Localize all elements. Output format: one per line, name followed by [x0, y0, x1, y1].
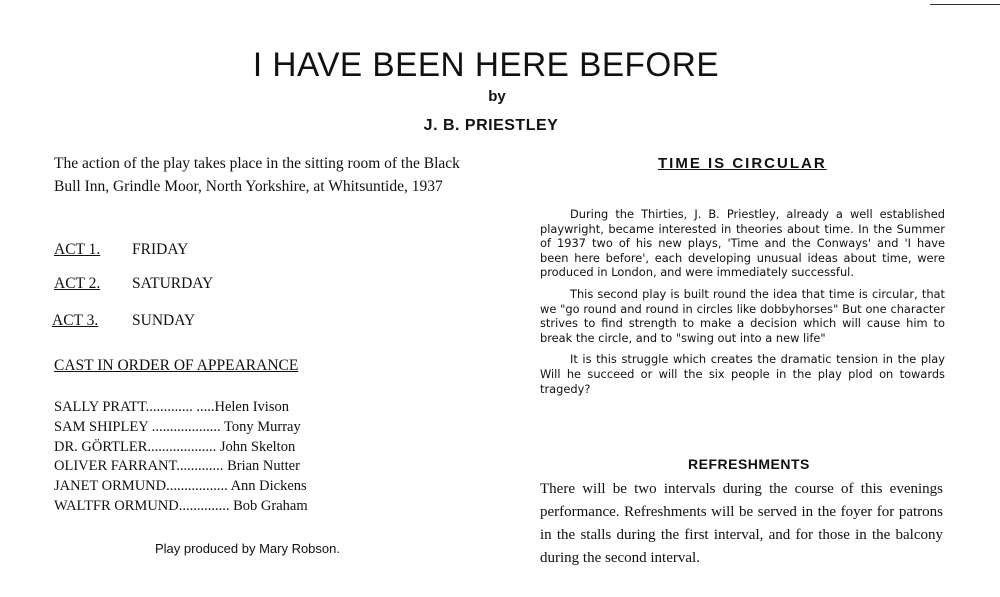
cast-actor: John Skelton [219, 438, 296, 455]
act-day: SATURDAY [132, 275, 214, 292]
act-label: ACT 3. [52, 312, 99, 329]
cast-actor: Brian Nutter [227, 458, 300, 475]
page-title: I HAVE BEEN HERE BEFORE [252, 46, 720, 84]
cast-actor: Bob Graham [233, 497, 308, 514]
cast-actor: Helen Ivison [214, 399, 289, 415]
act-label: ACT 1. [54, 241, 101, 258]
cast-row [54, 398, 374, 418]
cast-row [54, 438, 374, 458]
act-label: ACT 2. [54, 275, 101, 292]
act-day: FRIDAY [132, 241, 189, 258]
time-article [540, 207, 945, 403]
article-paragraph: During the Thirties, J. B. Priestley, already a well established playwright, became interested in theories about time. In the Summer of 1937 two of his new plays, 'Time and the Conways' and 'I have been here before', each developing unusual ideas about time, were produced in London, and were immediately successful. [540, 207, 945, 280]
article-paragraph: It is this struggle which creates the dramatic tension in the play Will he succeed or will the six people in the play plod on towards tragedy? [540, 352, 945, 396]
act-row [52, 312, 195, 330]
act-row [54, 275, 213, 293]
refreshments-text: There will be two intervals during the course of this evenings performance. Refreshments will be served in the foyer for patrons in the stalls during the first interval, and for those in the balcony during the second interval. [540, 481, 943, 566]
cast-role: OLIVER FARRANT............. [54, 458, 224, 475]
byline-by: by [488, 88, 506, 105]
cast-row [54, 418, 374, 438]
cast-row [54, 457, 374, 477]
time-section-heading: TIME IS CIRCULAR [658, 155, 827, 172]
cast-role: SALLY PRATT............. ..... [54, 399, 215, 415]
author-name: J. B. PRIESTLEY [423, 117, 559, 134]
cast-actor: Ann Dickens [230, 478, 307, 495]
act-row [54, 241, 188, 259]
top-rule [930, 4, 1000, 5]
cast-role: WALTFR ORMUND.............. [54, 497, 230, 514]
cast-actor: Tony Murray [224, 418, 301, 435]
cast-list [54, 398, 374, 517]
cast-role: SAM SHIPLEY ................... [54, 418, 221, 435]
article-paragraph: This second play is built round the idea that time is circular, that we "go round and round in circles like dobbyhorses" But one character strives to find strength to make a decision which will cause him to break the circle, and to "swing out into a new life" [540, 286, 945, 345]
cast-row [54, 477, 374, 497]
cast-heading: CAST IN ORDER OF APPEARANCE [54, 357, 299, 374]
cast-role: DR. GÖRTLER................... [54, 438, 217, 455]
refreshments-heading: REFRESHMENTS [688, 456, 810, 472]
producer-credit: Play produced by Mary Robson. [155, 541, 340, 556]
setting-description: The action of the play takes place in the sitting room of the Black Bull Inn, Grindle Moor, North Yorkshire, at Whitsuntide, 1937 [54, 155, 460, 195]
cast-row [54, 497, 374, 517]
cast-role: JANET ORMUND................. [54, 478, 228, 495]
act-day: SUNDAY [132, 312, 196, 329]
